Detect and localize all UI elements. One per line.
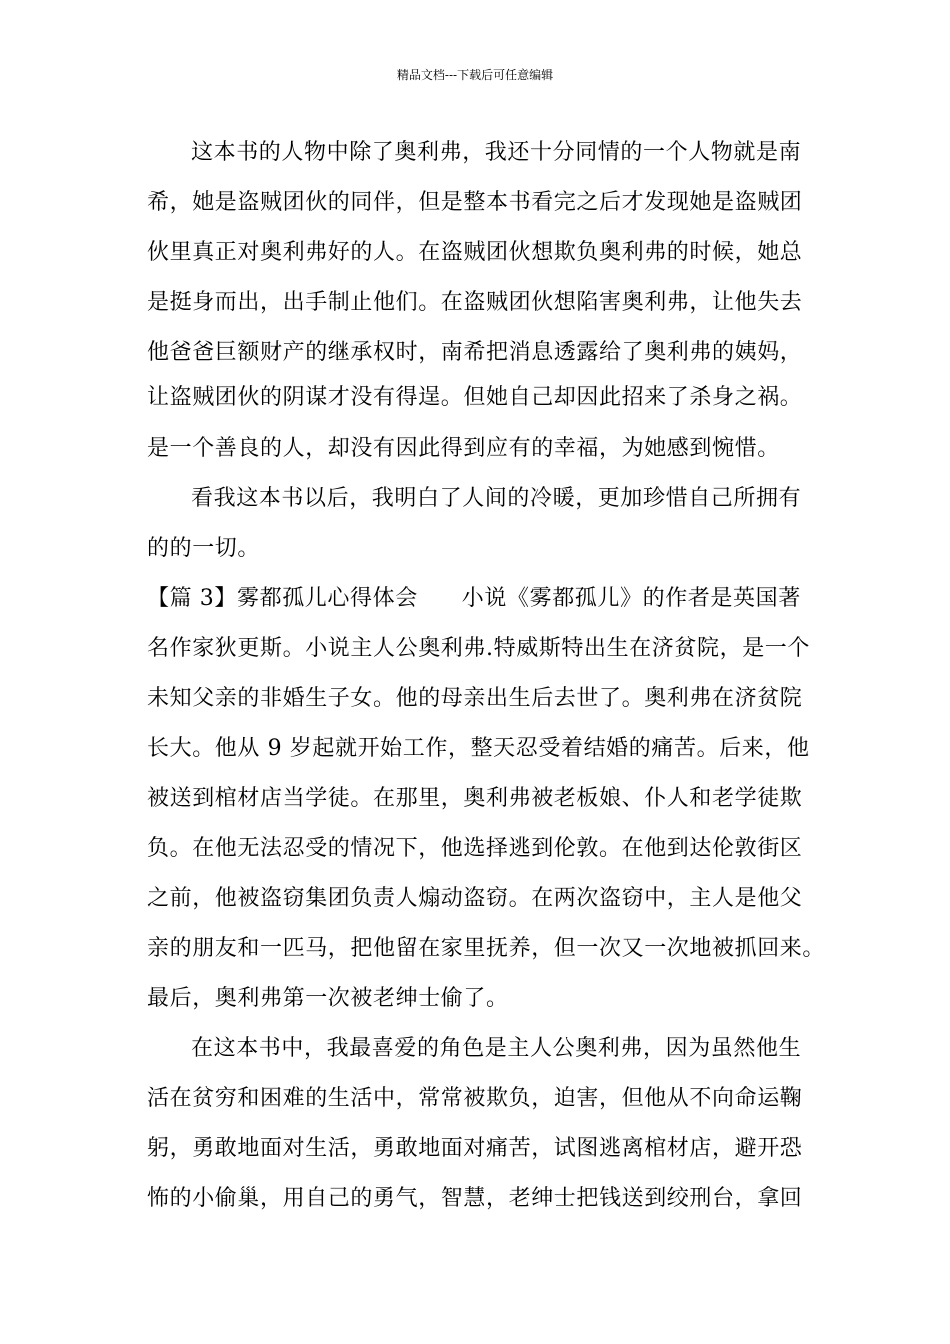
text-line: 未知父亲的非婚生子女。他的母亲出生后去世了。奥利弗在济贫院 [147,686,803,711]
text-line: 的的一切。 [147,536,261,561]
text-line: 最后，奥利弗第一次被老绅士偷了。 [147,986,509,1011]
text-line: 长大。他从 9 岁起就开始工作，整天忍受着结婚的痛苦。后来，他 [147,736,810,761]
text-line: 负。在他无法忍受的情况下，他选择逃到伦敦。在他到达伦敦街区 [147,836,803,861]
text-line: 看我这本书以后，我明白了人间的冷暖，更加珍惜自己所拥有 [191,486,802,511]
text-line: 躬，勇敢地面对生活，勇敢地面对痛苦，试图逃离棺材店，避开恐 [147,1136,803,1161]
text-line: 怖的小偷巢，用自己的勇气，智慧，老绅士把钱送到绞刑台，拿回 [147,1186,803,1211]
text-line: 伙里真正对奥利弗好的人。在盗贼团伙想欺负奥利弗的时候，她总 [147,240,803,265]
text-line: 希，她是盗贼团伙的同伴，但是整本书看完之后才发现她是盗贼团 [147,190,803,215]
text-segment: 小说《雾都孤儿》的作者是英国著 [461,586,801,611]
text-line: 亲的朋友和一匹马，把他留在家里抚养，但一次又一次地被抓回来。 [147,936,826,961]
section-heading: 【篇 3】雾都孤儿心得体会 [147,586,418,611]
text-line: 是挺身而出，出手制止他们。在盗贼团伙想陷害奥利弗，让他失去 [147,290,803,315]
text-line: 被送到棺材店当学徒。在那里，奥利弗被老板娘、仆人和老学徒欺 [147,786,803,811]
text-line: 这本书的人物中除了奥利弗，我还十分同情的一个人物就是南 [191,140,802,165]
page-header: 精品文档---下载后可任意编辑 [396,68,554,82]
text-line: 在这本书中，我最喜爱的角色是主人公奥利弗，因为虽然他生 [191,1036,802,1061]
text-line: 是一个善良的人，却没有因此得到应有的幸福，为她感到惋惜。 [147,436,780,461]
text-line: 让盗贼团伙的阴谋才没有得逞。但她自己却因此招来了杀身之祸。 [147,385,803,410]
text-line: 活在贫穷和困难的生活中，常常被欺负，迫害，但他从不向命运鞠 [147,1086,803,1111]
text-line: 他爸爸巨额财产的继承权时，南希把消息透露给了奥利弗的姨妈， [147,340,803,365]
text-line: 之前，他被盗窃集团负责人煽动盗窃。在两次盗窃中，主人是他父 [147,886,803,911]
section-heading-line [147,584,801,614]
text-line: 名作家狄更斯。小说主人公奥利弗.特威斯特出生在济贫院，是一个 [147,636,810,661]
